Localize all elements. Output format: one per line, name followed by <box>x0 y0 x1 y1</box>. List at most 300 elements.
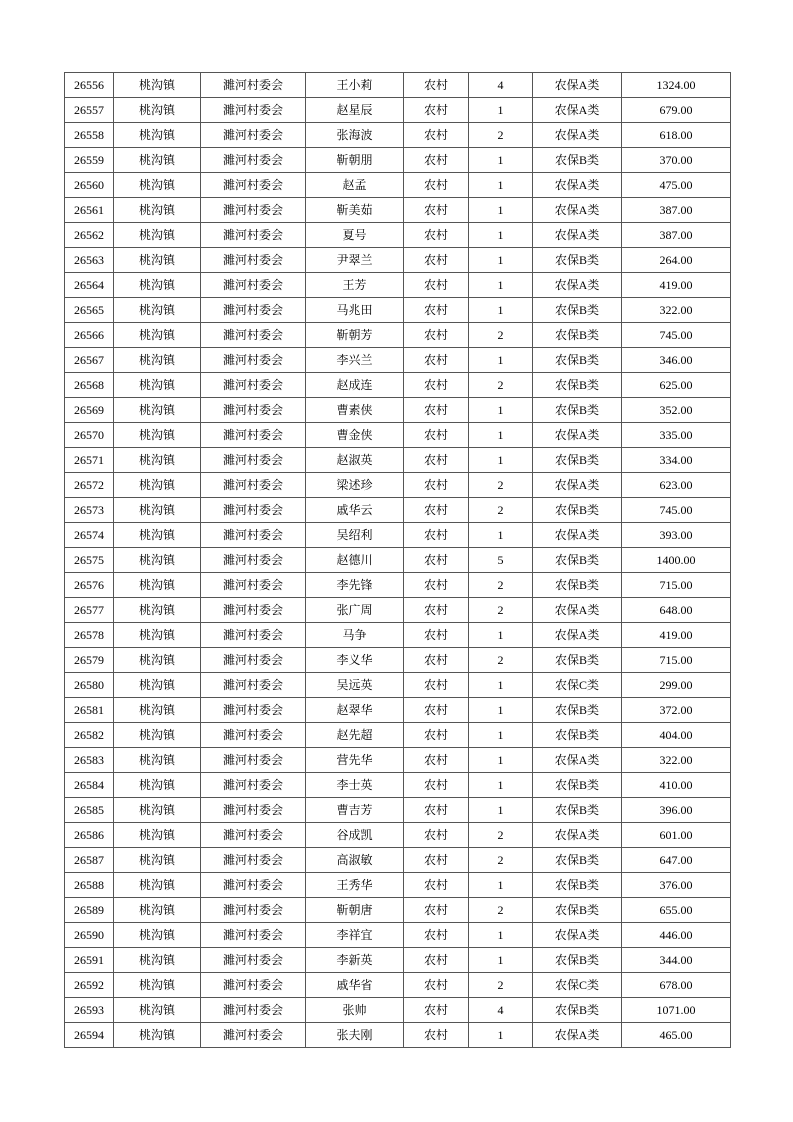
cell-id: 26580 <box>65 673 114 698</box>
cell-village: 濉河村委会 <box>201 1023 306 1048</box>
cell-count: 1 <box>469 523 533 548</box>
cell-id: 26571 <box>65 448 114 473</box>
cell-amount: 346.00 <box>622 348 731 373</box>
cell-id: 26593 <box>65 998 114 1023</box>
table-row <box>65 923 731 948</box>
table-row <box>65 1023 731 1048</box>
cell-amount: 264.00 <box>622 248 731 273</box>
cell-town: 桃沟镇 <box>114 423 201 448</box>
cell-village: 濉河村委会 <box>201 948 306 973</box>
table-row <box>65 773 731 798</box>
cell-id: 26556 <box>65 73 114 98</box>
cell-category: 农保A类 <box>533 423 622 448</box>
cell-name: 李兴兰 <box>306 348 404 373</box>
cell-town: 桃沟镇 <box>114 548 201 573</box>
cell-village: 濉河村委会 <box>201 98 306 123</box>
cell-town: 桃沟镇 <box>114 198 201 223</box>
cell-town: 桃沟镇 <box>114 498 201 523</box>
cell-count: 1 <box>469 623 533 648</box>
cell-village: 濉河村委会 <box>201 748 306 773</box>
cell-type: 农村 <box>404 523 469 548</box>
cell-count: 1 <box>469 298 533 323</box>
cell-type: 农村 <box>404 473 469 498</box>
cell-category: 农保B类 <box>533 873 622 898</box>
cell-type: 农村 <box>404 873 469 898</box>
cell-type: 农村 <box>404 998 469 1023</box>
cell-category: 农保A类 <box>533 173 622 198</box>
cell-category: 农保B类 <box>533 548 622 573</box>
cell-category: 农保B类 <box>533 298 622 323</box>
cell-count: 1 <box>469 773 533 798</box>
cell-count: 1 <box>469 698 533 723</box>
table-row <box>65 273 731 298</box>
table-row <box>65 748 731 773</box>
cell-town: 桃沟镇 <box>114 373 201 398</box>
cell-amount: 446.00 <box>622 923 731 948</box>
cell-count: 1 <box>469 723 533 748</box>
cell-name: 赵德川 <box>306 548 404 573</box>
cell-town: 桃沟镇 <box>114 223 201 248</box>
cell-type: 农村 <box>404 98 469 123</box>
cell-type: 农村 <box>404 423 469 448</box>
cell-village: 濉河村委会 <box>201 623 306 648</box>
cell-name: 张海波 <box>306 123 404 148</box>
cell-type: 农村 <box>404 448 469 473</box>
cell-name: 曹吉芳 <box>306 798 404 823</box>
cell-amount: 647.00 <box>622 848 731 873</box>
cell-count: 4 <box>469 73 533 98</box>
cell-id: 26579 <box>65 648 114 673</box>
cell-name: 马争 <box>306 623 404 648</box>
cell-category: 农保A类 <box>533 223 622 248</box>
cell-type: 农村 <box>404 698 469 723</box>
cell-name: 张广周 <box>306 598 404 623</box>
cell-town: 桃沟镇 <box>114 448 201 473</box>
table-row <box>65 523 731 548</box>
cell-village: 濉河村委会 <box>201 898 306 923</box>
cell-town: 桃沟镇 <box>114 648 201 673</box>
table-row <box>65 98 731 123</box>
table-row <box>65 498 731 523</box>
cell-village: 濉河村委会 <box>201 148 306 173</box>
cell-name: 王秀华 <box>306 873 404 898</box>
cell-village: 濉河村委会 <box>201 823 306 848</box>
cell-name: 李祥宜 <box>306 923 404 948</box>
cell-village: 濉河村委会 <box>201 973 306 998</box>
cell-village: 濉河村委会 <box>201 648 306 673</box>
cell-count: 2 <box>469 373 533 398</box>
cell-village: 濉河村委会 <box>201 998 306 1023</box>
cell-town: 桃沟镇 <box>114 248 201 273</box>
cell-category: 农保A类 <box>533 923 622 948</box>
cell-amount: 601.00 <box>622 823 731 848</box>
cell-count: 1 <box>469 198 533 223</box>
cell-town: 桃沟镇 <box>114 623 201 648</box>
cell-type: 农村 <box>404 673 469 698</box>
table-row <box>65 448 731 473</box>
cell-town: 桃沟镇 <box>114 398 201 423</box>
cell-type: 农村 <box>404 498 469 523</box>
cell-amount: 419.00 <box>622 273 731 298</box>
cell-id: 26576 <box>65 573 114 598</box>
cell-type: 农村 <box>404 273 469 298</box>
table-row <box>65 998 731 1023</box>
table-row <box>65 598 731 623</box>
cell-amount: 370.00 <box>622 148 731 173</box>
cell-count: 2 <box>469 323 533 348</box>
cell-id: 26592 <box>65 973 114 998</box>
cell-category: 农保B类 <box>533 898 622 923</box>
cell-id: 26588 <box>65 873 114 898</box>
cell-town: 桃沟镇 <box>114 723 201 748</box>
table-row <box>65 173 731 198</box>
cell-category: 农保B类 <box>533 798 622 823</box>
table-row <box>65 298 731 323</box>
cell-category: 农保B类 <box>533 348 622 373</box>
table-row <box>65 798 731 823</box>
cell-category: 农保B类 <box>533 248 622 273</box>
cell-town: 桃沟镇 <box>114 898 201 923</box>
cell-amount: 679.00 <box>622 98 731 123</box>
cell-id: 26570 <box>65 423 114 448</box>
cell-name: 赵成连 <box>306 373 404 398</box>
cell-category: 农保B类 <box>533 448 622 473</box>
table-row <box>65 823 731 848</box>
cell-amount: 655.00 <box>622 898 731 923</box>
cell-name: 张夫刚 <box>306 1023 404 1048</box>
cell-amount: 404.00 <box>622 723 731 748</box>
cell-name: 戚华省 <box>306 973 404 998</box>
cell-town: 桃沟镇 <box>114 323 201 348</box>
cell-type: 农村 <box>404 773 469 798</box>
cell-village: 濉河村委会 <box>201 248 306 273</box>
cell-village: 濉河村委会 <box>201 198 306 223</box>
cell-village: 濉河村委会 <box>201 298 306 323</box>
table-row <box>65 223 731 248</box>
cell-count: 1 <box>469 173 533 198</box>
table-row <box>65 73 731 98</box>
cell-village: 濉河村委会 <box>201 498 306 523</box>
cell-name: 赵孟 <box>306 173 404 198</box>
cell-count: 2 <box>469 648 533 673</box>
cell-village: 濉河村委会 <box>201 348 306 373</box>
cell-name: 尹翠兰 <box>306 248 404 273</box>
cell-id: 26578 <box>65 623 114 648</box>
cell-type: 农村 <box>404 348 469 373</box>
cell-village: 濉河村委会 <box>201 373 306 398</box>
cell-town: 桃沟镇 <box>114 73 201 98</box>
cell-name: 赵星辰 <box>306 98 404 123</box>
cell-type: 农村 <box>404 973 469 998</box>
cell-village: 濉河村委会 <box>201 698 306 723</box>
cell-id: 26586 <box>65 823 114 848</box>
table-row <box>65 723 731 748</box>
table-row <box>65 873 731 898</box>
cell-name: 梁述珍 <box>306 473 404 498</box>
cell-id: 26594 <box>65 1023 114 1048</box>
cell-town: 桃沟镇 <box>114 598 201 623</box>
cell-name: 靳朝芳 <box>306 323 404 348</box>
cell-amount: 465.00 <box>622 1023 731 1048</box>
cell-town: 桃沟镇 <box>114 773 201 798</box>
cell-amount: 715.00 <box>622 573 731 598</box>
cell-name: 赵翠华 <box>306 698 404 723</box>
cell-id: 26557 <box>65 98 114 123</box>
cell-amount: 299.00 <box>622 673 731 698</box>
cell-count: 2 <box>469 498 533 523</box>
cell-amount: 396.00 <box>622 798 731 823</box>
cell-category: 农保A类 <box>533 123 622 148</box>
cell-name: 李义华 <box>306 648 404 673</box>
cell-type: 农村 <box>404 73 469 98</box>
cell-town: 桃沟镇 <box>114 473 201 498</box>
cell-type: 农村 <box>404 573 469 598</box>
cell-village: 濉河村委会 <box>201 73 306 98</box>
cell-category: 农保A类 <box>533 623 622 648</box>
cell-count: 1 <box>469 748 533 773</box>
table-row <box>65 898 731 923</box>
cell-category: 农保C类 <box>533 673 622 698</box>
cell-category: 农保A类 <box>533 273 622 298</box>
cell-count: 2 <box>469 823 533 848</box>
cell-count: 1 <box>469 423 533 448</box>
cell-id: 26589 <box>65 898 114 923</box>
cell-count: 1 <box>469 223 533 248</box>
cell-name: 戚华云 <box>306 498 404 523</box>
cell-village: 濉河村委会 <box>201 798 306 823</box>
cell-town: 桃沟镇 <box>114 123 201 148</box>
cell-category: 农保B类 <box>533 723 622 748</box>
cell-name: 王芳 <box>306 273 404 298</box>
cell-count: 1 <box>469 923 533 948</box>
cell-amount: 618.00 <box>622 123 731 148</box>
cell-amount: 715.00 <box>622 648 731 673</box>
cell-category: 农保A类 <box>533 198 622 223</box>
cell-name: 赵先超 <box>306 723 404 748</box>
cell-name: 马兆田 <box>306 298 404 323</box>
cell-category: 农保A类 <box>533 748 622 773</box>
cell-name: 曹素侠 <box>306 398 404 423</box>
cell-id: 26585 <box>65 798 114 823</box>
cell-category: 农保B类 <box>533 698 622 723</box>
cell-name: 王小莉 <box>306 73 404 98</box>
cell-count: 1 <box>469 273 533 298</box>
cell-category: 农保B类 <box>533 498 622 523</box>
cell-amount: 419.00 <box>622 623 731 648</box>
cell-count: 2 <box>469 848 533 873</box>
cell-id: 26564 <box>65 273 114 298</box>
cell-village: 濉河村委会 <box>201 448 306 473</box>
cell-amount: 334.00 <box>622 448 731 473</box>
cell-count: 1 <box>469 148 533 173</box>
cell-type: 农村 <box>404 598 469 623</box>
cell-amount: 393.00 <box>622 523 731 548</box>
table-row <box>65 973 731 998</box>
cell-id: 26558 <box>65 123 114 148</box>
table-row <box>65 698 731 723</box>
cell-town: 桃沟镇 <box>114 798 201 823</box>
table-row <box>65 323 731 348</box>
cell-count: 2 <box>469 123 533 148</box>
cell-count: 1 <box>469 98 533 123</box>
cell-type: 农村 <box>404 823 469 848</box>
table-row <box>65 398 731 423</box>
cell-category: 农保A类 <box>533 823 622 848</box>
cell-village: 濉河村委会 <box>201 848 306 873</box>
table-row <box>65 198 731 223</box>
cell-name: 吴绍利 <box>306 523 404 548</box>
cell-name: 靳美茹 <box>306 198 404 223</box>
cell-village: 濉河村委会 <box>201 723 306 748</box>
cell-amount: 376.00 <box>622 873 731 898</box>
cell-town: 桃沟镇 <box>114 848 201 873</box>
cell-town: 桃沟镇 <box>114 523 201 548</box>
cell-town: 桃沟镇 <box>114 273 201 298</box>
cell-village: 濉河村委会 <box>201 223 306 248</box>
cell-category: 农保A类 <box>533 1023 622 1048</box>
cell-id: 26582 <box>65 723 114 748</box>
cell-town: 桃沟镇 <box>114 998 201 1023</box>
document-page <box>64 72 731 1048</box>
cell-category: 农保B类 <box>533 998 622 1023</box>
cell-village: 濉河村委会 <box>201 873 306 898</box>
cell-amount: 678.00 <box>622 973 731 998</box>
cell-amount: 623.00 <box>622 473 731 498</box>
cell-type: 农村 <box>404 798 469 823</box>
cell-amount: 322.00 <box>622 298 731 323</box>
cell-id: 26569 <box>65 398 114 423</box>
cell-id: 26559 <box>65 148 114 173</box>
cell-name: 李士英 <box>306 773 404 798</box>
cell-amount: 344.00 <box>622 948 731 973</box>
cell-amount: 372.00 <box>622 698 731 723</box>
cell-town: 桃沟镇 <box>114 173 201 198</box>
cell-name: 曹金侠 <box>306 423 404 448</box>
cell-count: 2 <box>469 898 533 923</box>
cell-town: 桃沟镇 <box>114 873 201 898</box>
cell-type: 农村 <box>404 923 469 948</box>
table-row <box>65 248 731 273</box>
cell-type: 农村 <box>404 373 469 398</box>
cell-id: 26575 <box>65 548 114 573</box>
cell-count: 1 <box>469 248 533 273</box>
pension-table-body <box>65 73 731 1048</box>
cell-category: 农保A类 <box>533 98 622 123</box>
cell-name: 吴远英 <box>306 673 404 698</box>
cell-amount: 745.00 <box>622 498 731 523</box>
cell-amount: 648.00 <box>622 598 731 623</box>
cell-amount: 745.00 <box>622 323 731 348</box>
cell-type: 农村 <box>404 398 469 423</box>
cell-type: 农村 <box>404 1023 469 1048</box>
cell-village: 濉河村委会 <box>201 398 306 423</box>
cell-id: 26584 <box>65 773 114 798</box>
cell-id: 26583 <box>65 748 114 773</box>
cell-town: 桃沟镇 <box>114 973 201 998</box>
cell-village: 濉河村委会 <box>201 598 306 623</box>
cell-count: 4 <box>469 998 533 1023</box>
cell-category: 农保B类 <box>533 648 622 673</box>
cell-village: 濉河村委会 <box>201 673 306 698</box>
table-row <box>65 848 731 873</box>
cell-type: 农村 <box>404 148 469 173</box>
cell-count: 1 <box>469 873 533 898</box>
cell-category: 农保B类 <box>533 148 622 173</box>
cell-amount: 1324.00 <box>622 73 731 98</box>
cell-amount: 322.00 <box>622 748 731 773</box>
table-row <box>65 623 731 648</box>
cell-village: 濉河村委会 <box>201 923 306 948</box>
cell-category: 农保A类 <box>533 73 622 98</box>
cell-id: 26562 <box>65 223 114 248</box>
cell-count: 2 <box>469 573 533 598</box>
cell-id: 26590 <box>65 923 114 948</box>
cell-amount: 335.00 <box>622 423 731 448</box>
cell-id: 26565 <box>65 298 114 323</box>
cell-id: 26561 <box>65 198 114 223</box>
cell-count: 2 <box>469 598 533 623</box>
cell-amount: 625.00 <box>622 373 731 398</box>
cell-village: 濉河村委会 <box>201 773 306 798</box>
cell-amount: 1400.00 <box>622 548 731 573</box>
cell-count: 1 <box>469 448 533 473</box>
cell-name: 李先锋 <box>306 573 404 598</box>
cell-town: 桃沟镇 <box>114 1023 201 1048</box>
cell-town: 桃沟镇 <box>114 298 201 323</box>
cell-name: 靳朝朋 <box>306 148 404 173</box>
cell-town: 桃沟镇 <box>114 148 201 173</box>
cell-category: 农保B类 <box>533 573 622 598</box>
cell-id: 26574 <box>65 523 114 548</box>
cell-village: 濉河村委会 <box>201 573 306 598</box>
cell-count: 1 <box>469 1023 533 1048</box>
cell-category: 农保B类 <box>533 948 622 973</box>
cell-type: 农村 <box>404 848 469 873</box>
cell-town: 桃沟镇 <box>114 348 201 373</box>
cell-count: 1 <box>469 948 533 973</box>
cell-count: 2 <box>469 473 533 498</box>
cell-type: 农村 <box>404 198 469 223</box>
cell-type: 农村 <box>404 623 469 648</box>
cell-id: 26577 <box>65 598 114 623</box>
pension-table <box>64 72 731 1048</box>
cell-village: 濉河村委会 <box>201 523 306 548</box>
cell-village: 濉河村委会 <box>201 323 306 348</box>
table-row <box>65 673 731 698</box>
cell-type: 农村 <box>404 173 469 198</box>
cell-type: 农村 <box>404 323 469 348</box>
cell-type: 农村 <box>404 898 469 923</box>
cell-amount: 1071.00 <box>622 998 731 1023</box>
cell-type: 农村 <box>404 248 469 273</box>
cell-id: 26568 <box>65 373 114 398</box>
cell-name: 李新英 <box>306 948 404 973</box>
cell-village: 濉河村委会 <box>201 473 306 498</box>
cell-name: 夏号 <box>306 223 404 248</box>
cell-name: 谷成凯 <box>306 823 404 848</box>
cell-id: 26560 <box>65 173 114 198</box>
cell-village: 濉河村委会 <box>201 548 306 573</box>
cell-name: 高淑敏 <box>306 848 404 873</box>
cell-id: 26591 <box>65 948 114 973</box>
table-row <box>65 573 731 598</box>
table-row <box>65 423 731 448</box>
cell-id: 26563 <box>65 248 114 273</box>
cell-type: 农村 <box>404 123 469 148</box>
cell-category: 农保B类 <box>533 398 622 423</box>
cell-category: 农保B类 <box>533 373 622 398</box>
cell-amount: 387.00 <box>622 198 731 223</box>
